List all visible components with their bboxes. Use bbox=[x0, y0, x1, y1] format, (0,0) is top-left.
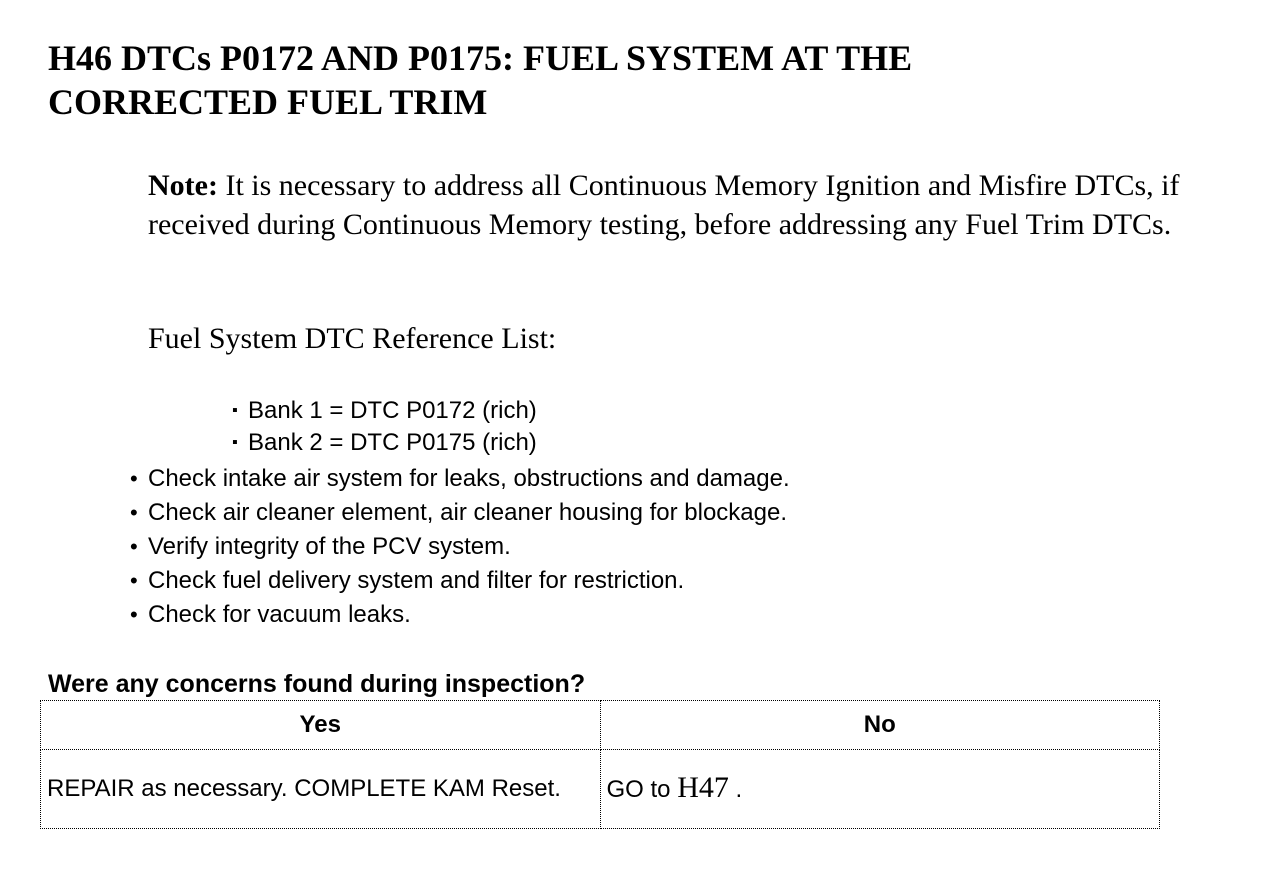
list-item: ▪ Bank 2 = DTC P0175 (rich) bbox=[232, 427, 537, 459]
list-item: • Check air cleaner element, air cleaner housing for blockage. bbox=[130, 496, 790, 530]
list-item: • Check for vacuum leaks. bbox=[130, 598, 790, 632]
table-row bbox=[41, 750, 1160, 829]
inspection-checklist bbox=[130, 462, 790, 632]
reference-list-heading: Fuel System DTC Reference List: bbox=[148, 322, 557, 355]
list-item: • Check fuel delivery system and filter for restriction. bbox=[130, 564, 790, 598]
yes-header: Yes bbox=[41, 701, 601, 750]
list-item: • Verify integrity of the PCV system. bbox=[130, 530, 790, 564]
list-item: ▪ Bank 1 = DTC P0172 (rich) bbox=[232, 395, 537, 427]
no-action-prefix: GO to bbox=[606, 776, 678, 803]
reference-list bbox=[232, 395, 537, 459]
yes-action: REPAIR as necessary. COMPLETE KAM Reset. bbox=[41, 750, 601, 829]
note-label: Note: bbox=[148, 169, 218, 202]
no-header: No bbox=[600, 701, 1160, 750]
note-text: It is necessary to address all Continuous Memory Ignition and Misfire DTCs, if received during Continuous Memory testing, before addressing any Fuel Trim DTCs. bbox=[148, 169, 1180, 241]
inspection-question: Were any concerns found during inspection? bbox=[48, 670, 586, 698]
no-action-suffix: . bbox=[728, 776, 743, 803]
go-to-h47-link[interactable]: H47 bbox=[677, 771, 729, 804]
list-item: • Check intake air system for leaks, obstructions and damage. bbox=[130, 462, 790, 496]
answer-table bbox=[40, 700, 1160, 829]
no-action bbox=[600, 750, 1160, 829]
note-paragraph bbox=[148, 166, 1258, 244]
page-title: H46 DTCs P0172 AND P0175: FUEL SYSTEM AT THE CORRECTED FUEL TRIM bbox=[48, 38, 913, 122]
table-header-row bbox=[41, 701, 1160, 750]
